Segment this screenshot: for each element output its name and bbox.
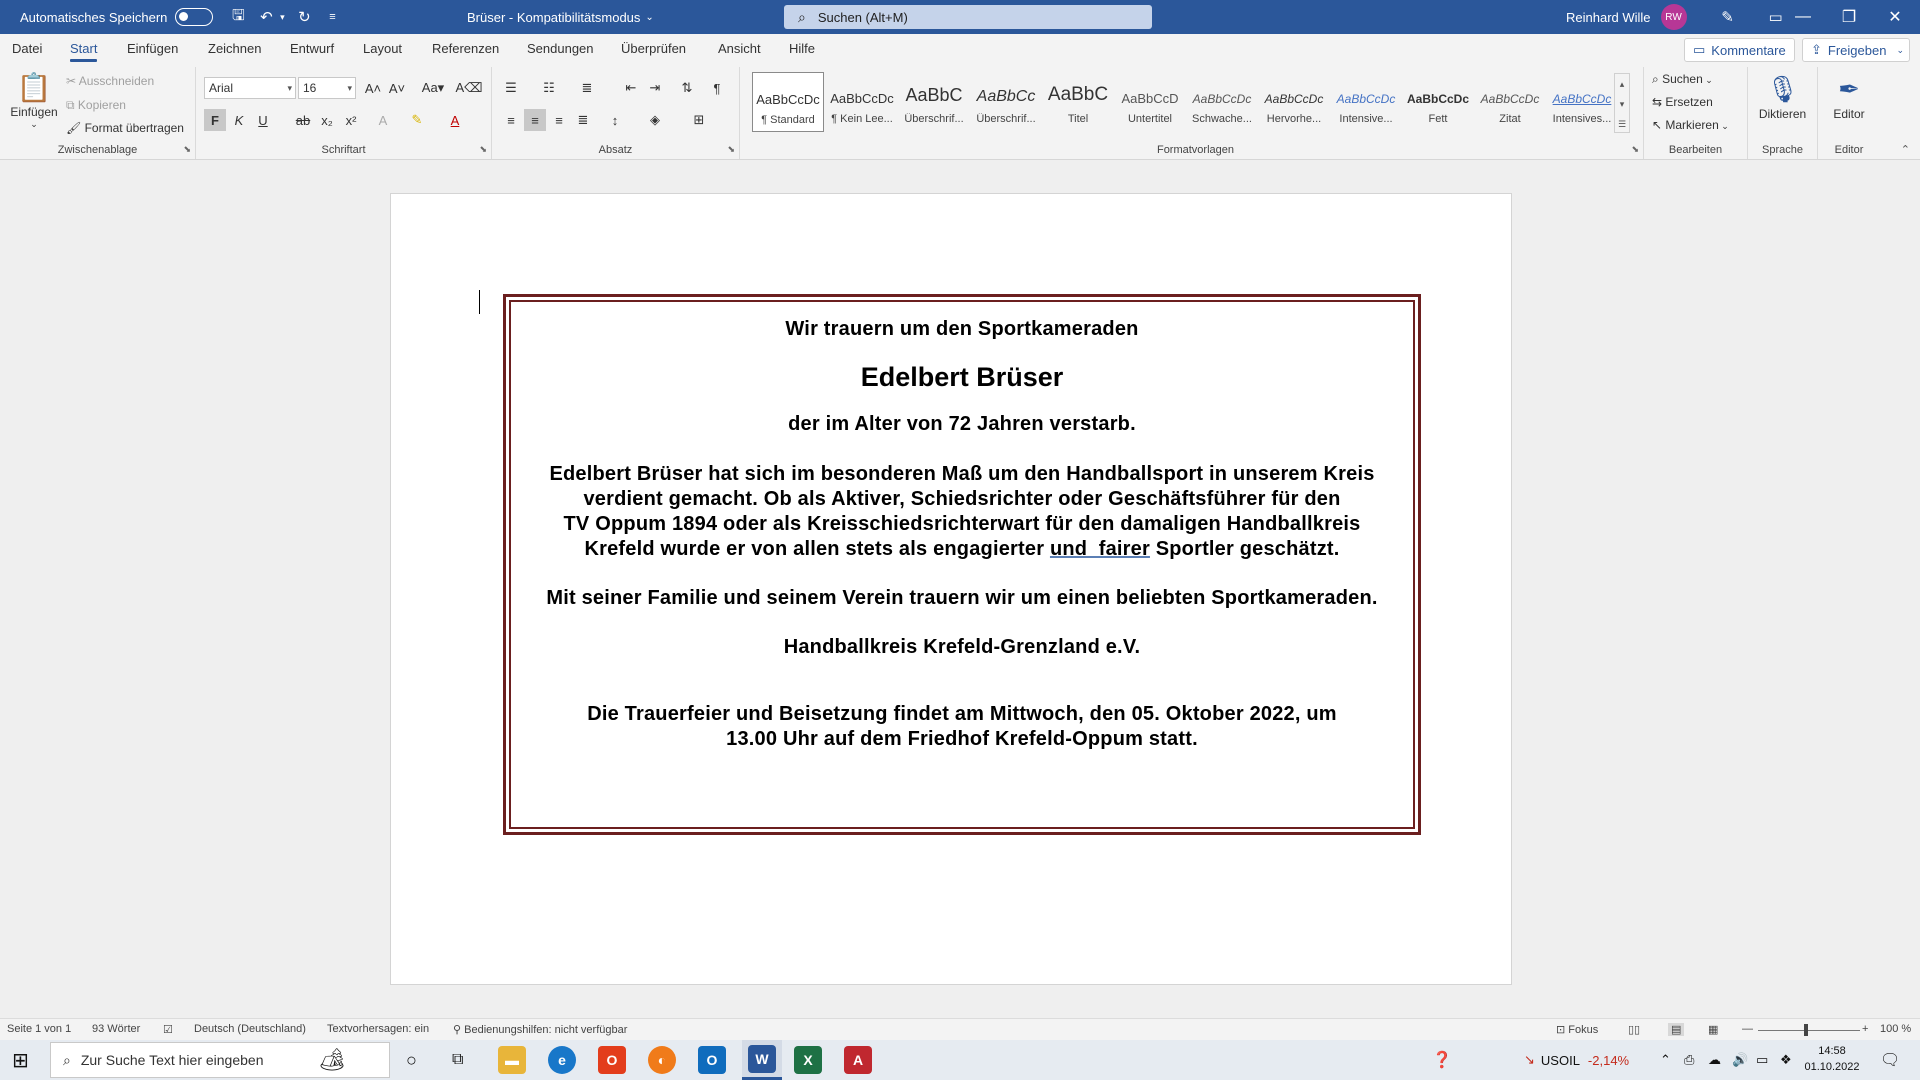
collapse-ribbon-icon[interactable]: ⌃ xyxy=(1900,144,1910,156)
bullets-icon[interactable]: ☰ xyxy=(505,80,517,95)
replace-button[interactable] xyxy=(1652,95,1713,109)
find-button[interactable] xyxy=(1652,72,1713,87)
zoom-slider[interactable] xyxy=(1758,1030,1860,1031)
justify-icon[interactable]: ≣ xyxy=(577,112,589,127)
style-preview: AaBbCcDc xyxy=(1264,92,1324,106)
dialog-launcher-icon[interactable]: ⬊ xyxy=(727,144,735,154)
autosave-toggle[interactable] xyxy=(175,8,213,26)
tab-referenzen[interactable]: Referenzen xyxy=(432,41,500,56)
clock-time: 14:58 xyxy=(1818,1045,1846,1057)
style-name: Zitat xyxy=(1499,113,1521,125)
stock-widget[interactable] xyxy=(1524,1040,1629,1080)
style-preview: AaBbCcDc xyxy=(1552,92,1612,106)
dialog-launcher-icon[interactable]: ⬊ xyxy=(183,144,191,154)
status-bar xyxy=(0,1018,1920,1040)
customize-qat-icon[interactable]: ≡ xyxy=(329,11,336,23)
group-label: Bearbeiten xyxy=(1668,144,1723,156)
close-icon[interactable]: ✕ xyxy=(1888,9,1902,26)
document-title-text: Brüser - Kompatibilitätsmodus xyxy=(467,9,641,25)
chevron-down-icon: ⌄ xyxy=(30,119,38,129)
tab-datei[interactable]: Datei xyxy=(12,41,43,56)
tab-zeichnen[interactable]: Zeichnen xyxy=(208,41,262,56)
style-intensives-zitat[interactable] xyxy=(1546,72,1618,132)
font-color-icon[interactable]: A xyxy=(450,112,460,128)
title-bar xyxy=(0,0,1920,34)
accessibility-icon: ⚲ xyxy=(453,1024,465,1036)
ribbon-tabs xyxy=(0,34,1920,65)
share-icon: ⇪ xyxy=(1811,42,1822,57)
zoom-in-icon[interactable]: + xyxy=(1862,1023,1869,1035)
avatar[interactable]: RW xyxy=(1661,4,1687,30)
stock-name: USOIL xyxy=(1540,1052,1580,1068)
intro-line: Wir trauern um den Sportkameraden xyxy=(785,318,1139,340)
style-fett[interactable] xyxy=(1402,72,1474,132)
pen-icon[interactable]: ✎ xyxy=(1721,9,1734,26)
acrobat-icon[interactable]: A xyxy=(844,1046,872,1074)
task-view-icon[interactable]: ⧉ xyxy=(452,1051,464,1068)
deceased-name: Edelbert Brüser xyxy=(860,362,1064,392)
save-icon[interactable]: 🖫 xyxy=(232,6,245,24)
style-name: Überschrif... xyxy=(976,113,1036,125)
autosave-group xyxy=(20,0,343,34)
search-icon: ⌕ xyxy=(63,1051,71,1068)
style-standard[interactable] xyxy=(752,72,824,132)
style-preview: AaBbCc xyxy=(976,88,1036,105)
tribute-line-4 xyxy=(511,537,1413,562)
group-label: Schriftart xyxy=(321,144,366,156)
share-label: Freigeben xyxy=(1827,42,1887,58)
decrease-indent-icon[interactable]: ⇤ xyxy=(625,80,637,95)
change-case-icon[interactable]: Aa▾ xyxy=(421,80,445,95)
tab-entwurf[interactable]: Entwurf xyxy=(290,41,335,56)
group-label: Zwischenablage xyxy=(57,144,138,156)
style-name: Untertitel xyxy=(1127,113,1173,125)
zoom-slider-thumb[interactable] xyxy=(1804,1024,1808,1036)
group-clipboard xyxy=(0,67,196,159)
window-controls xyxy=(1780,0,1918,34)
edge-icon[interactable]: e xyxy=(548,1046,576,1074)
comments-label: Kommentare xyxy=(1711,42,1786,58)
chevron-down-icon[interactable]: ▾ xyxy=(1619,99,1625,109)
tribute-line-4-pre: Krefeld wurde er von allen stets als engagierter xyxy=(584,538,1050,560)
bold-button[interactable]: F xyxy=(204,109,226,131)
cut-label: Ausschneiden xyxy=(78,74,155,88)
chevron-down-icon: ⌄ xyxy=(1702,75,1713,85)
group-label: Sprache xyxy=(1762,144,1803,156)
style-name: Schwache... xyxy=(1192,113,1252,125)
brush-icon: 🖌 xyxy=(66,121,85,135)
font-name-value: Arial xyxy=(209,81,234,95)
tribute-line-2: verdient gemacht. Ob als Aktiver, Schiedsrichter oder Geschäftsführer für den xyxy=(583,488,1341,510)
zoom-level[interactable]: 100 % xyxy=(1880,1023,1912,1035)
tab-sendungen[interactable]: Sendungen xyxy=(527,41,594,56)
clipboard-icon: 📋 xyxy=(16,72,52,103)
paste-button[interactable] xyxy=(10,71,58,130)
file-explorer-icon[interactable]: ▬ xyxy=(498,1046,526,1074)
align-left-icon[interactable]: ≡ xyxy=(507,112,515,128)
style-ueberschrift-1[interactable] xyxy=(898,72,970,132)
windows-taskbar xyxy=(0,1040,1920,1080)
style-preview: AaBbCcDc xyxy=(1406,92,1469,106)
clear-formatting-icon[interactable]: A⌫ xyxy=(455,80,483,95)
ribbon-display-icon[interactable]: ▭ xyxy=(1768,9,1783,26)
tray-icon-device[interactable]: ⎙ xyxy=(1684,1052,1695,1067)
cut-button[interactable] xyxy=(66,74,154,88)
style-preview: AaBbCcDc xyxy=(830,91,894,106)
group-label: Absatz xyxy=(598,144,633,156)
page[interactable] xyxy=(390,193,1512,985)
funeral-line-1: Die Trauerfeier und Beisetzung findet am Mittwoch, den 05. Oktober 2022, um xyxy=(587,703,1337,725)
accessibility-status[interactable] xyxy=(453,1023,627,1036)
dialog-launcher-icon[interactable]: ⬊ xyxy=(1631,144,1639,154)
replace-label: Ersetzen xyxy=(1665,95,1713,109)
copy-label: Kopieren xyxy=(77,98,126,112)
dictate-label: Diktieren xyxy=(1758,107,1807,121)
web-layout-icon[interactable]: ▦ xyxy=(1708,1024,1719,1036)
volume-icon[interactable]: 🔊 xyxy=(1732,1052,1749,1067)
language[interactable]: Deutsch (Deutschland) xyxy=(194,1023,306,1035)
comments-button[interactable] xyxy=(1684,38,1795,62)
group-label: Formatvorlagen xyxy=(1156,144,1235,156)
microphone-icon: 🎙 xyxy=(1765,74,1799,104)
style-name: ¶ Kein Lee... xyxy=(831,113,893,125)
style-zitat[interactable] xyxy=(1474,72,1546,132)
shrink-font-icon[interactable]: A˅ xyxy=(388,80,406,96)
outlook-icon[interactable]: O xyxy=(698,1046,726,1074)
word-icon[interactable]: W xyxy=(748,1045,776,1073)
borders-icon[interactable]: ⊞ xyxy=(693,112,705,127)
text-predictions[interactable]: Textvorhersagen: ein xyxy=(327,1023,430,1035)
print-layout-icon[interactable]: ▤ xyxy=(1668,1023,1684,1036)
autosave-label: Automatisches Speichern xyxy=(20,9,168,25)
group-styles xyxy=(748,67,1644,159)
style-name: ¶ Standard xyxy=(761,114,815,126)
replace-icon: ⇆ xyxy=(1652,95,1666,109)
style-intensive-hervorhebung[interactable] xyxy=(1330,72,1402,132)
windows-start-icon[interactable]: ⊞ xyxy=(12,1049,29,1072)
editor-label: Editor xyxy=(1833,107,1865,121)
focus-icon: ⊡ xyxy=(1556,1024,1569,1036)
search-placeholder: Suchen (Alt+M) xyxy=(817,9,908,25)
restore-icon[interactable]: ❐ xyxy=(1841,9,1857,26)
spellcheck-underlined-text[interactable]: und fairer xyxy=(1049,538,1150,560)
scissors-icon: ✂ xyxy=(66,74,79,88)
style-name: Hervorhe... xyxy=(1266,113,1322,125)
numbering-icon[interactable]: ☷ xyxy=(543,80,555,95)
organization-line: Handballkreis Krefeld-Grenzland e.V. xyxy=(783,636,1141,658)
tab-ueberpruefen[interactable]: Überprüfen xyxy=(621,41,687,56)
firefox-icon[interactable]: ◐ xyxy=(648,1046,676,1074)
user-name: Reinhard Wille xyxy=(1566,9,1651,25)
chevron-down-icon: ⌄ xyxy=(1896,44,1904,55)
page-count[interactable]: Seite 1 von 1 xyxy=(7,1023,72,1035)
style-name: Intensives... xyxy=(1552,113,1612,125)
tribute-paragraph xyxy=(511,462,1413,562)
chevron-down-icon: ▾ xyxy=(347,82,352,93)
funeral-line-2: 13.00 Uhr auf dem Friedhof Krefeld-Oppum statt. xyxy=(726,728,1198,750)
obituary-content[interactable] xyxy=(509,300,1415,829)
increase-indent-icon[interactable]: ⇥ xyxy=(649,80,661,95)
strikethrough-icon[interactable]: ab xyxy=(295,112,311,128)
clock-date: 01.10.2022 xyxy=(1804,1061,1860,1073)
funeral-paragraph xyxy=(511,702,1413,752)
chevron-down-icon: ▾ xyxy=(287,82,292,93)
dropbox-icon[interactable]: ❖ xyxy=(1780,1052,1792,1067)
search-icon: ⌕ xyxy=(1652,72,1663,86)
font-size-value: 16 xyxy=(303,81,317,95)
word-count[interactable]: 93 Wörter xyxy=(92,1023,141,1035)
group-label: Editor xyxy=(1834,144,1864,156)
focus-label: Fokus xyxy=(1568,1024,1599,1036)
expand-gallery-icon[interactable]: ☰ xyxy=(1617,119,1627,129)
tab-ansicht[interactable]: Ansicht xyxy=(718,41,761,56)
style-preview: AaBbCcDc xyxy=(756,92,820,107)
select-label: Markieren xyxy=(1665,118,1719,132)
tribute-line-4-post: Sportler geschätzt. xyxy=(1149,538,1340,560)
format-painter-button[interactable] xyxy=(66,121,184,135)
font-size-select[interactable] xyxy=(298,77,356,99)
share-button[interactable] xyxy=(1802,38,1910,62)
highlight-icon[interactable]: ✎ xyxy=(411,112,423,127)
superscript-icon[interactable]: x² xyxy=(345,112,357,128)
redo-icon[interactable]: ↻ xyxy=(298,9,311,26)
group-editing xyxy=(1644,67,1748,159)
focus-button[interactable] xyxy=(1556,1023,1598,1036)
style-preview: AaBbCcDc xyxy=(1336,92,1396,106)
style-titel[interactable] xyxy=(1042,72,1114,132)
tab-layout[interactable]: Layout xyxy=(363,41,403,56)
dialog-launcher-icon[interactable]: ⬊ xyxy=(479,144,487,154)
age-line: der im Alter von 72 Jahren verstarb. xyxy=(788,413,1136,435)
read-mode-icon[interactable]: ▯▯ xyxy=(1628,1024,1641,1036)
document-canvas xyxy=(0,160,1920,1018)
style-schwache-hervorhebung[interactable] xyxy=(1186,72,1258,132)
copy-icon: ⧉ xyxy=(66,98,78,112)
notifications-icon[interactable]: 🗨 xyxy=(1880,1052,1901,1069)
show-hidden-icons-icon[interactable]: ⌃ xyxy=(1660,1052,1671,1067)
font-name-select[interactable] xyxy=(204,77,296,99)
chevron-up-icon[interactable]: ▴ xyxy=(1619,79,1625,89)
style-preview: AaBbC xyxy=(1047,84,1109,105)
account-group[interactable] xyxy=(1566,0,1787,34)
tab-start[interactable]: Start xyxy=(70,41,98,56)
stock-change: -2,14% xyxy=(1587,1052,1630,1068)
style-hervorhebung[interactable] xyxy=(1258,72,1330,132)
italic-button[interactable]: K xyxy=(234,112,244,128)
chevron-down-icon: ⌄ xyxy=(1718,121,1729,131)
style-name: Titel xyxy=(1067,113,1089,125)
style-name: Überschrif... xyxy=(904,113,964,125)
cursor-icon: ↖ xyxy=(1652,118,1666,132)
family-line: Mit seiner Familie und seinem Verein trauern wir um einen beliebten Sportkameraden. xyxy=(546,587,1378,609)
style-preview: AaBbCcDc xyxy=(1192,92,1252,106)
proofing-icon[interactable]: ☑ xyxy=(163,1024,173,1036)
text-effects-icon[interactable]: A xyxy=(378,112,388,128)
paste-label: Einfügen xyxy=(10,105,58,119)
pilcrow-icon[interactable]: ¶ xyxy=(713,80,721,96)
grow-font-icon[interactable]: A˄ xyxy=(364,80,382,96)
chevron-down-icon: ⌄ xyxy=(645,11,654,23)
tribute-line-1: Edelbert Brüser hat sich im besonderen Maß um den Handballsport in unserem Kreis xyxy=(549,463,1375,485)
cortana-icon[interactable]: ○ xyxy=(406,1049,417,1070)
obituary-frame xyxy=(503,294,1421,835)
office-icon[interactable]: O xyxy=(598,1046,626,1074)
taskbar-search-placeholder: Zur Suche Text hier eingeben xyxy=(80,1052,264,1068)
zoom-out-icon[interactable]: — xyxy=(1742,1023,1753,1035)
style-kein-leerraum[interactable] xyxy=(826,72,898,132)
group-font xyxy=(196,67,492,159)
trend-down-icon: ↘ xyxy=(1524,1052,1535,1067)
style-name: Intensive... xyxy=(1339,113,1393,125)
line-spacing-icon[interactable]: ↕ xyxy=(611,112,619,128)
sort-icon[interactable]: ⇅ xyxy=(681,80,693,95)
tray-icon-display[interactable]: ▭ xyxy=(1756,1052,1769,1067)
group-voice xyxy=(1748,67,1818,159)
subscript-icon[interactable]: x₂ xyxy=(321,112,333,128)
ribbon xyxy=(0,65,1920,160)
minimize-icon[interactable]: — xyxy=(1795,8,1811,25)
styles-scroll[interactable] xyxy=(1614,73,1630,133)
style-preview: AaBbCcDc xyxy=(1480,92,1540,106)
dictate-button[interactable] xyxy=(1748,71,1817,121)
clock[interactable] xyxy=(1804,1043,1860,1075)
editor-button[interactable] xyxy=(1818,71,1880,121)
search-highlight-icon[interactable]: 🏕 xyxy=(318,1047,346,1072)
tribute-line-3: TV Oppum 1894 oder als Kreisschiedsrichterwart für den damaligen Handballkreis xyxy=(563,513,1361,535)
search-icon: ⌕ xyxy=(798,8,806,25)
excel-icon[interactable]: X xyxy=(794,1046,822,1074)
undo-dropdown-icon[interactable]: ▾ xyxy=(280,11,285,22)
style-preview: AaBbCcD xyxy=(1121,91,1179,106)
group-paragraph xyxy=(492,67,740,159)
tab-hilfe[interactable]: Hilfe xyxy=(789,41,816,56)
underline-button[interactable]: U xyxy=(258,112,268,128)
tray-icon-network[interactable]: ☁ xyxy=(1708,1052,1721,1067)
align-right-icon[interactable]: ≡ xyxy=(555,112,563,128)
style-preview: AaBbC xyxy=(905,85,963,105)
text-cursor xyxy=(479,290,480,314)
undo-icon[interactable]: ↶ xyxy=(260,9,273,26)
search-box[interactable] xyxy=(784,5,1152,29)
style-name: Fett xyxy=(1428,113,1448,125)
shading-icon[interactable]: ◈ xyxy=(650,112,660,127)
find-label: Suchen xyxy=(1662,72,1703,86)
style-ueberschrift-2[interactable] xyxy=(970,72,1042,132)
accessibility-label: Bedienungshilfen: nicht verfügbar xyxy=(464,1024,628,1036)
format-painter-label: Format übertragen xyxy=(84,121,184,135)
align-center-icon[interactable]: ≡ xyxy=(524,109,546,131)
select-button[interactable] xyxy=(1652,118,1729,132)
help-icon[interactable]: ❓ xyxy=(1432,1052,1452,1069)
copy-button[interactable] xyxy=(66,98,126,113)
comment-icon: ▭ xyxy=(1693,42,1706,57)
editor-pen-icon: ✒ xyxy=(1838,74,1860,104)
group-editor xyxy=(1818,67,1880,159)
tab-einfuegen[interactable]: Einfügen xyxy=(127,41,179,56)
multilevel-list-icon[interactable]: ≣ xyxy=(581,80,593,95)
document-title[interactable] xyxy=(467,0,654,34)
style-untertitel[interactable] xyxy=(1114,72,1186,132)
